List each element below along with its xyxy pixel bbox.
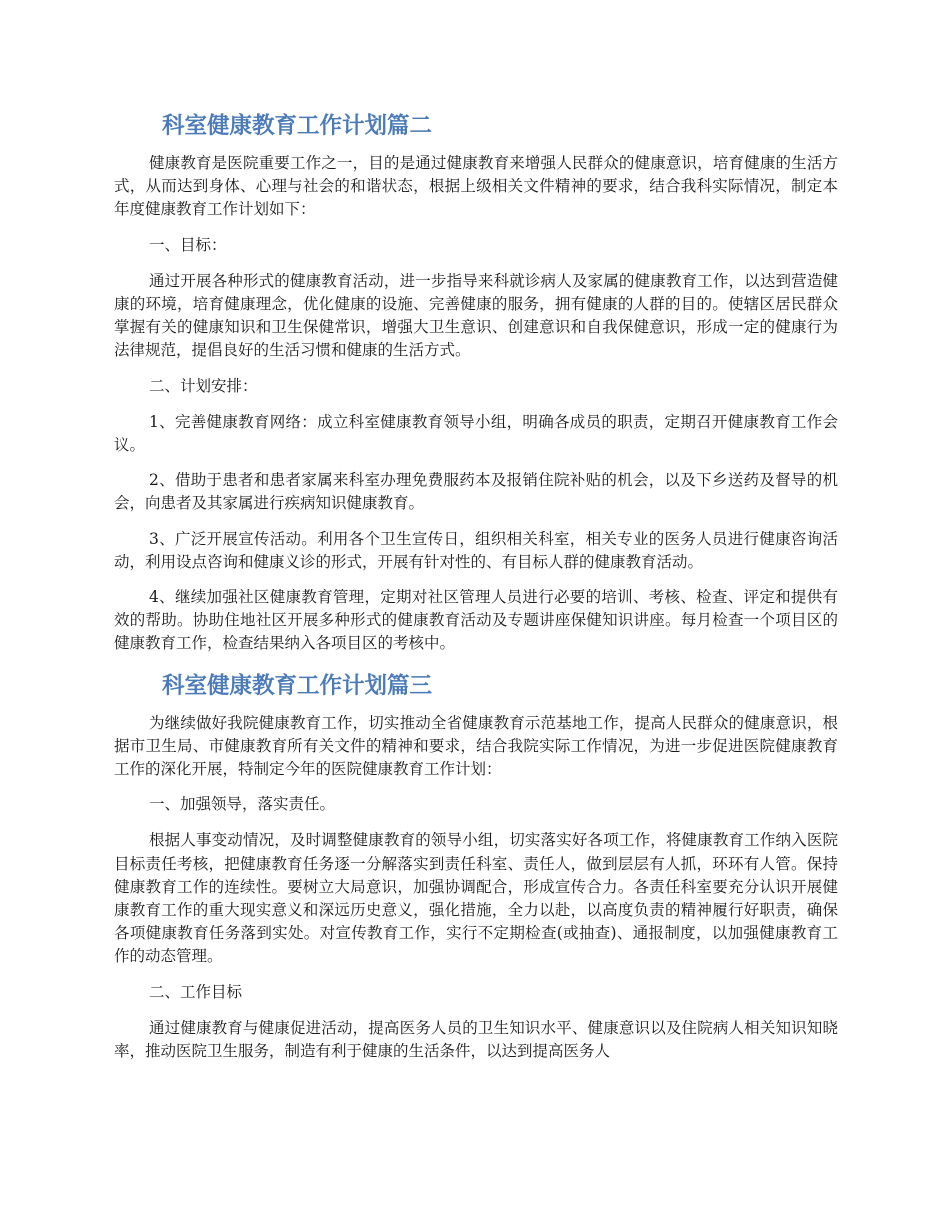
- leadership-paragraph: 根据人事变动情况，及时调整健康教育的领导小组，切实落实好各项工作，将健康教育工作纳入医院目标责任考核，把健康教育任务逐一分解落实到责任科室、责任人，做到层层有人抓，环环有人管。保持健康教育工作的连续性。要树立大局意识，加强协调配合，形成宣传合力。各责任科室要充分认识开展健康教育工作的重大现实意义和深远历史意义，强化措施，全力以赴，以高度负责的精神履行好职责，确保各项健康教育任务落到实处。对宣传教育工作，实行不定期检查(或抽查)、通报制度，以加强健康教育工作的动态管理。: [114, 831, 838, 966]
- leadership-heading: 一、加强领导，落实责任。: [149, 795, 336, 814]
- plan-item-1: 1、完善健康教育网络：成立科室健康教育领导小组，明确各成员的职责，定期召开健康教育工作会议。: [114, 412, 838, 455]
- target-heading: 二、工作目标: [149, 982, 243, 1001]
- section-title-part3: 科室健康教育工作计划篇三: [162, 672, 433, 699]
- section-title-part2: 科室健康教育工作计划篇二: [162, 113, 433, 139]
- plan-item-4: 4、继续加强社区健康教育管理，定期对社区管理人员进行必要的培训、考核、检查、评定和提供有效的帮助。协助住地社区开展多种形式的健康教育活动及专题讲座保健知识讲座。每月检查一个项目区的健康教育工作，检查结果纳入各项目区的考核中。: [114, 588, 838, 653]
- goal-paragraph: 通过开展各种形式的健康教育活动，进一步指导来科就诊病人及家属的健康教育工作，以达到营造健康的环境，培育健康理念，优化健康的设施、完善健康的服务，拥有健康的人群的目的。使辖区居民群众掌握有关的健康知识和卫生保健常识，增强大卫生意识、创建意识和自我保健意识，形成一定的健康行为法律规范，提倡良好的生活习惯和健康的生活方式。: [114, 271, 838, 360]
- plan-item-3: 3、广泛开展宣传活动。利用各个卫生宣传日，组织相关科室，相关专业的医务人员进行健康咨询活动，利用设点咨询和健康义诊的形式，开展有针对性的、有目标人群的健康教育活动。: [114, 529, 838, 571]
- plan-heading: 二、计划安排：: [149, 376, 258, 395]
- target-paragraph: 通过健康教育与健康促进活动，提高医务人员的卫生知识水平、健康意识以及住院病人相关知识知晓率，推动医院卫生服务，制造有利于健康的生活条件，以达到提高医务人: [114, 1018, 838, 1061]
- plan-item-2: 2、借助于患者和患者家属来科室办理免费服药本及报销住院补贴的机会，以及下乡送药及督导的机会，向患者及其家属进行疾病知识健康教育。: [114, 471, 838, 513]
- intro-paragraph-part2: 健康教育是医院重要工作之一，目的是通过健康教育来增强人民群众的健康意识，培育健康的生活方式，从而达到身体、心理与社会的和谐状态，根据上级相关文件精神的要求，结合我科实际情况，制定本年度健康教育工作计划如下：: [114, 154, 838, 219]
- goal-heading: 一、目标：: [149, 235, 227, 254]
- intro-paragraph-part3: 为继续做好我院健康教育工作，切实推动全省健康教育示范基地工作，提高人民群众的健康意识，根据市卫生局、市健康教育所有关文件的精神和要求，结合我院实际工作情况，为进一步促进医院健康教育工作的深化开展，特制定今年的医院健康教育工作计划：: [114, 713, 838, 779]
